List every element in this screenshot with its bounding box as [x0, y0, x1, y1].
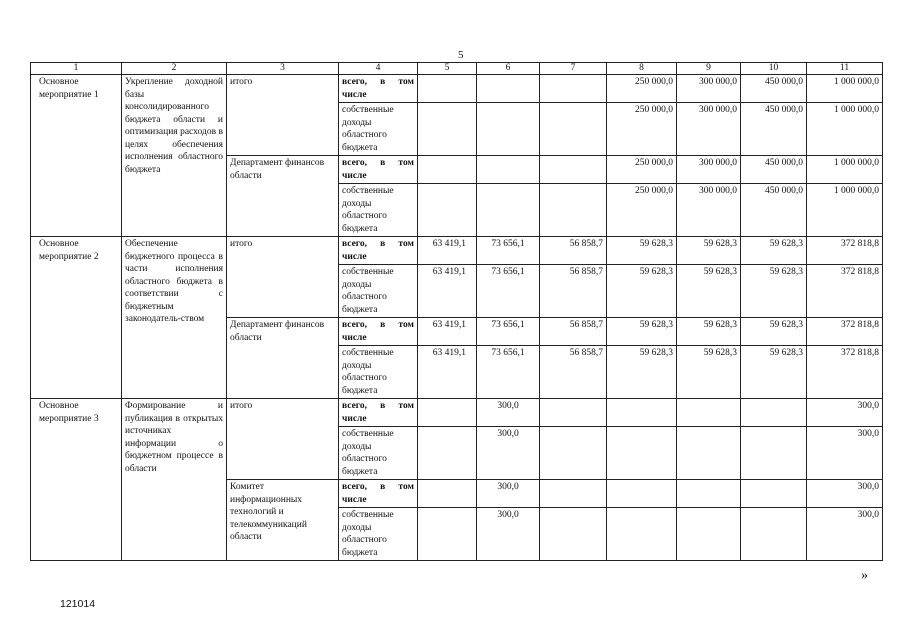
amount-col-6: 73 656,1 — [477, 346, 540, 399]
table-row — [31, 399, 883, 427]
amount-col-5: 63 419,1 — [418, 318, 477, 346]
amount-col-11: 300,0 — [807, 508, 883, 561]
event-description: Обеспечение бюджетного процесса в части исполнения областного бюджета в соответствии с бюджетным законодатель-ством — [122, 237, 227, 399]
source-own-revenue: собственные доходы областного бюджета — [339, 103, 418, 156]
header-cell-6: 6 — [477, 63, 540, 75]
amount-col-5 — [418, 184, 477, 237]
header-row — [31, 63, 883, 75]
amount-col-7 — [540, 156, 607, 184]
header-cell-11: 11 — [807, 63, 883, 75]
event-description: Укрепление доходной базы консолидированного бюджета области и оптимизация расходов в целях обеспечения исполнения областного бюджета — [122, 75, 227, 237]
amount-col-10: 450 000,0 — [741, 103, 807, 156]
header-cell-10: 10 — [741, 63, 807, 75]
amount-col-7 — [540, 103, 607, 156]
amount-col-11: 300,0 — [807, 480, 883, 508]
amount-col-8: 59 628,3 — [607, 237, 677, 265]
amount-col-6 — [477, 103, 540, 156]
amount-col-6: 73 656,1 — [477, 318, 540, 346]
amount-col-9 — [677, 480, 741, 508]
amount-col-6: 300,0 — [477, 399, 540, 427]
amount-col-9: 59 628,3 — [677, 346, 741, 399]
amount-col-8 — [607, 508, 677, 561]
amount-col-11: 1 000 000,0 — [807, 156, 883, 184]
budget-table — [30, 62, 883, 561]
source-own-revenue: собственные доходы областного бюджета — [339, 346, 418, 399]
amount-col-8: 59 628,3 — [607, 346, 677, 399]
source-total: всего, в том числе — [339, 318, 418, 346]
executor-department: Департамент финансов области — [227, 318, 339, 399]
event-description: Формирование и публикация в открытых источниках информации о бюджетном процессе в области — [122, 399, 227, 561]
amount-col-7 — [540, 508, 607, 561]
amount-col-10: 450 000,0 — [741, 156, 807, 184]
header-cell-9: 9 — [677, 63, 741, 75]
amount-col-8: 250 000,0 — [607, 184, 677, 237]
source-own-revenue: собственные доходы областного бюджета — [339, 508, 418, 561]
amount-col-9: 59 628,3 — [677, 318, 741, 346]
amount-col-10 — [741, 399, 807, 427]
closing-quote-mark: » — [861, 568, 868, 583]
source-total: всего, в том числе — [339, 75, 418, 103]
amount-col-9 — [677, 427, 741, 480]
amount-col-11: 300,0 — [807, 399, 883, 427]
amount-col-9: 300 000,0 — [677, 75, 741, 103]
header-cell-2: 2 — [122, 63, 227, 75]
header-cell-7: 7 — [540, 63, 607, 75]
amount-col-7 — [540, 480, 607, 508]
amount-col-8: 59 628,3 — [607, 318, 677, 346]
amount-col-11: 1 000 000,0 — [807, 103, 883, 156]
amount-col-10 — [741, 508, 807, 561]
amount-col-6: 73 656,1 — [477, 237, 540, 265]
source-own-revenue: собственные доходы областного бюджета — [339, 427, 418, 480]
amount-col-6: 73 656,1 — [477, 265, 540, 318]
amount-col-9: 300 000,0 — [677, 184, 741, 237]
amount-col-8: 59 628,3 — [607, 265, 677, 318]
executor-department: Департамент финансов области — [227, 156, 339, 237]
header-cell-5: 5 — [418, 63, 477, 75]
amount-col-11: 372 818,8 — [807, 237, 883, 265]
amount-col-10: 59 628,3 — [741, 265, 807, 318]
amount-col-7: 56 858,7 — [540, 346, 607, 399]
amount-col-10: 59 628,3 — [741, 237, 807, 265]
header-cell-1: 1 — [31, 63, 122, 75]
amount-col-10: 450 000,0 — [741, 75, 807, 103]
amount-col-5 — [418, 427, 477, 480]
amount-col-11: 372 818,8 — [807, 318, 883, 346]
amount-col-10: 59 628,3 — [741, 318, 807, 346]
amount-col-6: 300,0 — [477, 427, 540, 480]
amount-col-9: 59 628,3 — [677, 265, 741, 318]
amount-col-10: 450 000,0 — [741, 184, 807, 237]
event-name: Основное мероприятие 1 — [31, 75, 122, 237]
amount-col-11: 1 000 000,0 — [807, 75, 883, 103]
amount-col-8: 250 000,0 — [607, 156, 677, 184]
amount-col-11: 372 818,8 — [807, 265, 883, 318]
amount-col-6: 300,0 — [477, 508, 540, 561]
amount-col-5: 63 419,1 — [418, 265, 477, 318]
amount-col-9: 300 000,0 — [677, 103, 741, 156]
amount-col-7 — [540, 427, 607, 480]
amount-col-8 — [607, 480, 677, 508]
event-name: Основное мероприятие 3 — [31, 399, 122, 561]
source-total: всего, в том числе — [339, 480, 418, 508]
table-row — [31, 75, 883, 103]
amount-col-6 — [477, 184, 540, 237]
source-total: всего, в том числе — [339, 237, 418, 265]
amount-col-8 — [607, 427, 677, 480]
executor-total: итого — [227, 237, 339, 318]
table-row — [31, 237, 883, 265]
amount-col-5: 63 419,1 — [418, 237, 477, 265]
amount-col-7: 56 858,7 — [540, 237, 607, 265]
amount-col-5 — [418, 156, 477, 184]
executor-department: Комитет информационных технологий и телекоммуникаций области — [227, 480, 339, 561]
amount-col-7 — [540, 399, 607, 427]
amount-col-5 — [418, 103, 477, 156]
source-total: всего, в том числе — [339, 156, 418, 184]
page-number: 5 — [458, 49, 464, 61]
executor-total: итого — [227, 399, 339, 480]
amount-col-8 — [607, 399, 677, 427]
header-cell-8: 8 — [607, 63, 677, 75]
amount-col-9: 59 628,3 — [677, 237, 741, 265]
amount-col-7: 56 858,7 — [540, 265, 607, 318]
header-cell-3: 3 — [227, 63, 339, 75]
event-name: Основное мероприятие 2 — [31, 237, 122, 399]
amount-col-11: 1 000 000,0 — [807, 184, 883, 237]
amount-col-8: 250 000,0 — [607, 103, 677, 156]
amount-col-8: 250 000,0 — [607, 75, 677, 103]
amount-col-9: 300 000,0 — [677, 156, 741, 184]
source-own-revenue: собственные доходы областного бюджета — [339, 184, 418, 237]
amount-col-7: 56 858,7 — [540, 318, 607, 346]
source-total: всего, в том числе — [339, 399, 418, 427]
amount-col-5: 63 419,1 — [418, 346, 477, 399]
amount-col-5 — [418, 480, 477, 508]
amount-col-6 — [477, 156, 540, 184]
amount-col-5 — [418, 508, 477, 561]
document-code: 121014 — [60, 598, 96, 610]
amount-col-7 — [540, 75, 607, 103]
amount-col-7 — [540, 184, 607, 237]
amount-col-5 — [418, 399, 477, 427]
amount-col-6: 300,0 — [477, 480, 540, 508]
source-own-revenue: собственные доходы областного бюджета — [339, 265, 418, 318]
amount-col-6 — [477, 75, 540, 103]
amount-col-10 — [741, 427, 807, 480]
executor-total: итого — [227, 75, 339, 156]
amount-col-11: 300,0 — [807, 427, 883, 480]
amount-col-11: 372 818,8 — [807, 346, 883, 399]
amount-col-10: 59 628,3 — [741, 346, 807, 399]
amount-col-9 — [677, 399, 741, 427]
amount-col-5 — [418, 75, 477, 103]
header-cell-4: 4 — [339, 63, 418, 75]
amount-col-10 — [741, 480, 807, 508]
stray-dot: · — [742, 422, 745, 431]
amount-col-9 — [677, 508, 741, 561]
